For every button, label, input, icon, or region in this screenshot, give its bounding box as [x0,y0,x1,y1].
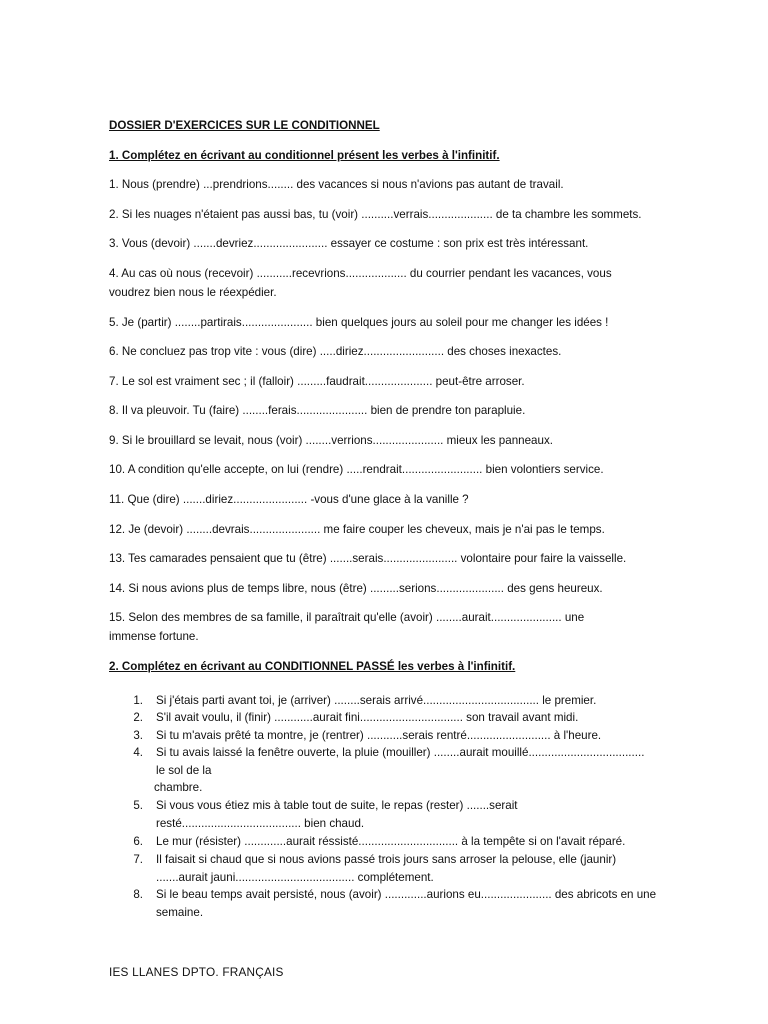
list-number: 6. [133,835,143,848]
exercise-item: 13. Tes camarades pensaient que tu (être) .......serais....................... volontaire pour faire la vaisselle. [109,552,627,565]
list-number: 3. [133,729,143,742]
exercise-item: 11. Que (dire) .......diriez....................... -vous d'une glace à la vanille ? [109,493,469,506]
list-number: 8. [133,888,143,901]
list-text-continued: .......aurait jauni..................................... complétement. [156,870,434,884]
exercise-item: 15. Selon des membres de sa famille, il paraîtrait qu'elle (avoir) ........aurait...................... une immense fortune. [109,611,585,643]
list-number: 2. [133,711,143,724]
exercise-item: 2. Si les nuages n'étaient pas aussi bas, tu (voir) ..........verrais.................... de ta chambre les sommets. [109,208,642,221]
list-text: Le mur (résister) .............aurait réssisté............................... à la tempête si on l'avait réparé. [156,835,626,848]
list-text: Si tu m'avais prêté ta montre, je (rentrer) ...........serais rentré.......................... à l'heure. [156,729,602,742]
section2-heading: 2. Complétez en écrivant au CONDITIONNEL PASSÉ les verbes à l'infinitif. [109,660,516,673]
list-item [109,709,669,727]
exercise-item: 1. Nous (prendre) ...prendrions........ des vacances si nous n'avions pas autant de travail. [109,178,564,191]
list-item [109,886,669,921]
exercise-item: 4. Au cas où nous (recevoir) ...........recevrions................... du courrier pendant les vacances, vous voudrez bien nous le réexpédier. [109,267,612,299]
list-text-continued: semaine. [156,905,204,919]
list-text: Si tu avais laissé la fenêtre ouverte, la pluie (mouiller) ........aurait mouillé.................................... [156,746,645,759]
exercise-item: 5. Je (partir) ........partirais...................... bien quelques jours au soleil pour me changer les idées ! [109,316,609,329]
list-number: 7. [133,853,143,866]
list-text-continued: chambre. [154,781,203,794]
list-text: Si le beau temps avait persisté, nous (avoir) .............aurions eu...................... des abricots en une [156,888,657,901]
list-item [109,744,669,797]
list-item [109,692,669,710]
list-text-continued: le sol de la [156,763,212,777]
section1-heading: 1. Complétez en écrivant au conditionnel présent les verbes à l'infinitif. [109,149,500,162]
document-title: DOSSIER D'EXERCICES SUR LE CONDITIONNEL [109,119,380,132]
list-number: 5. [133,799,143,812]
list-item [109,797,669,832]
list-text: Il faisait si chaud que si nous avions passé trois jours sans arroser la pelouse, elle (jaunir) [156,853,617,866]
exercise-item: 14. Si nous avions plus de temps libre, nous (être) .........serions..................... des gens heureux. [109,582,603,595]
list-item [109,833,669,851]
exercise-item: 12. Je (devoir) ........devrais...................... me faire couper les cheveux, mais je n'ai pas le temps. [109,523,605,536]
exercise-item: 6. Ne concluez pas trop vite : vous (dire) .....diriez......................... des choses inexactes. [109,345,562,358]
list-number: 1. [133,694,143,707]
list-item [109,851,669,886]
exercise-item: 8. Il va pleuvoir. Tu (faire) ........ferais...................... bien de prendre ton parapluie. [109,404,526,417]
list-item [109,727,669,745]
list-text-continued: resté..................................... bien chaud. [156,816,365,830]
list-number: 4. [133,746,143,759]
exercise-item: 7. Le sol est vraiment sec ; il (falloir) .........faudrait..................... peut-être arroser. [109,375,525,388]
exercise-item: 10. A condition qu'elle accepte, on lui (rendre) .....rendrait......................... bien volontiers service. [109,463,604,476]
list-text: Si vous vous étiez mis à table tout de suite, le repas (rester) .......serait [156,799,518,812]
footer-text: IES LLANES DPTO. FRANÇAIS [109,965,284,979]
list-text: S'il avait voulu, il (finir) ............aurait fini................................ son travail avant midi. [156,711,579,724]
list-text: Si j'étais parti avant toi, je (arriver) ........serais arrivé.................................... le premier. [156,694,597,707]
exercise-item: 3. Vous (devoir) .......devriez....................... essayer ce costume : son prix est très intéressant. [109,237,589,250]
exercise-item: 9. Si le brouillard se levait, nous (voir) ........verrions...................... mieux les panneaux. [109,434,553,447]
